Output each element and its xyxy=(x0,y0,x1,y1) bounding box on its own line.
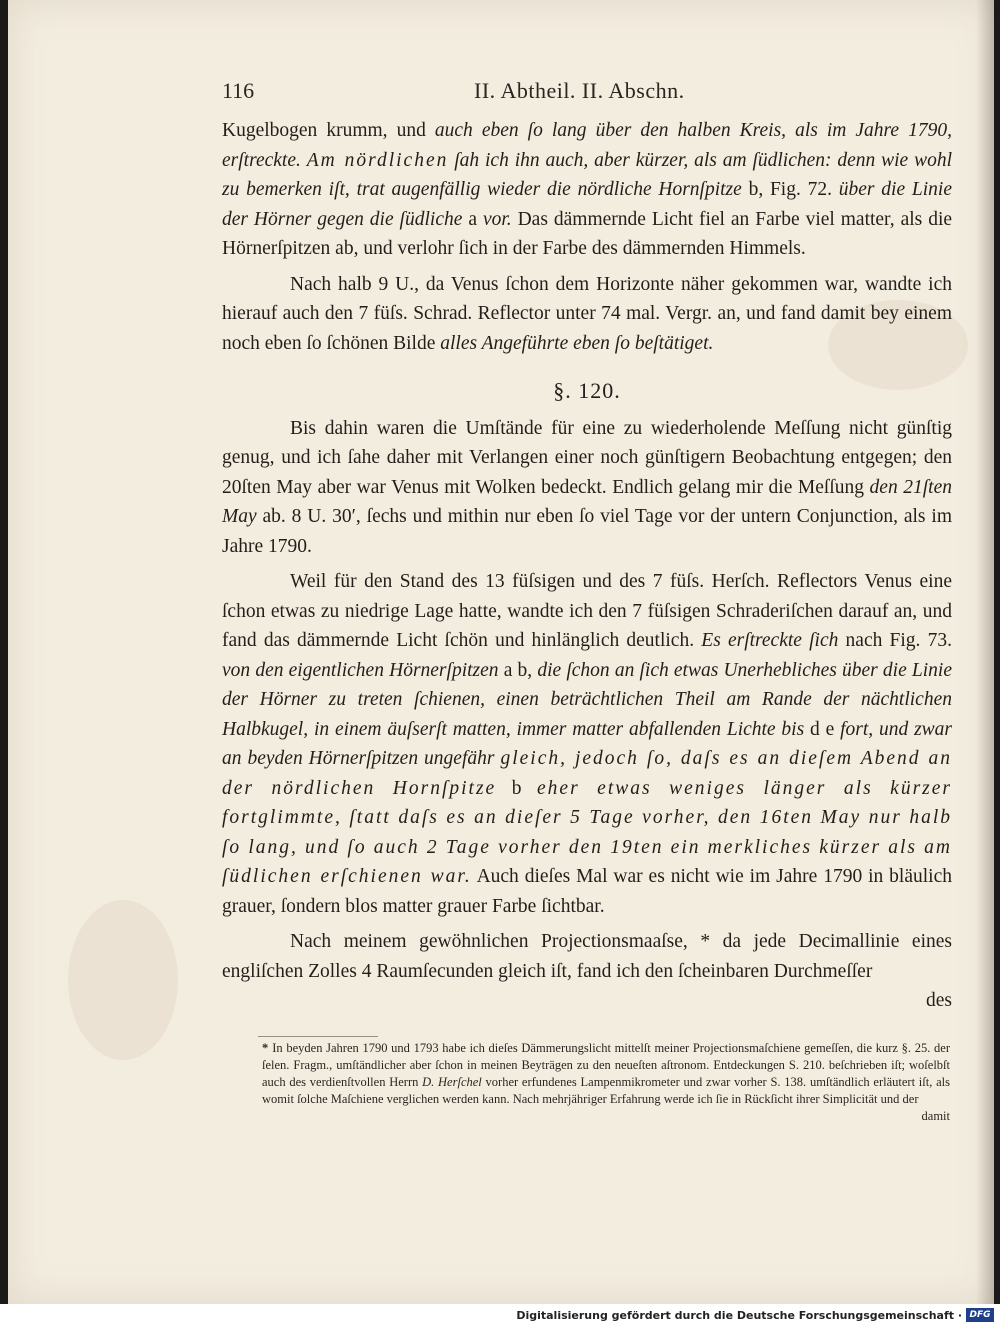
text-run: vorher erfundenes Lampenmikrometer und zwar vorher S. 138. umſtändlich erläutert iſt, als womit ſolche Maſchiene verglichen werden kann. Nach mehrjähriger Erfahrung werde ich ſie in Rückſicht ihrer Simplicität und der xyxy=(262,1075,950,1106)
paragraph-1 xyxy=(222,116,952,264)
text-run: D. Herſchel xyxy=(422,1075,482,1089)
footnote-text xyxy=(262,1040,950,1108)
text-run: Nach halb 9 U., da Venus ſchon dem Horizonte näher gekommen war, wandte ich hierauf auch den 7 füſs. Schrad. Reflector unter 74 mal. Vergr. an, und fand damit bey einem noch eben ſo ſchönen Bilde xyxy=(222,273,952,354)
text-run: a b, xyxy=(498,659,538,681)
page-header xyxy=(222,78,962,108)
section-heading: §. 120. xyxy=(553,378,621,403)
credit-bar xyxy=(0,1304,1000,1328)
text-run: Bis dahin waren die Umſtände für eine zu wiederholende Meſſung nicht günſtig genug, und ich ſahe daher mit Verlangen einer noch günſtigern Beobachtung entgegen; den 20ſten May aber war Venus mit Wolken bedeckt. Endlich gelang mir die Meſſung xyxy=(222,417,952,498)
footnote-rule xyxy=(258,1036,378,1037)
credit-text: Digitalisierung gefördert durch die Deutsche Forschungsgemeinschaft · xyxy=(516,1309,962,1322)
text-run: Auch dieſes Mal war es nicht wie im Jahre 1790 in bläulich grauer, ſondern blos matter grauer Farbe ſichtbar. xyxy=(222,866,952,917)
paragraph-4 xyxy=(222,567,952,921)
text-run: ſah ich ihn auch, aber kürzer, als am ſüdlichen: denn wie wohl zu bemerken iſt, trat augenfällig wieder die nördliche Hornſpitze xyxy=(222,149,953,200)
text-run: eher etwas weniges länger als kürzer fortglimmte, ſtatt daſs es an dieſer 5 Tage vorher, den 16ten May nur halb ſo lang, und ſo auch 2 Tage vorher den 19ten ein merkliches kürzer als am ſüdlichen erſchienen war. xyxy=(222,777,953,887)
text-run: Am nördlichen xyxy=(306,149,449,171)
body-text xyxy=(222,116,952,1016)
text-run: nach Fig. 73. xyxy=(838,630,952,651)
paper-stain xyxy=(68,900,178,1060)
text-run: Weil für den Stand des 13 füſsigen und des 7 füſs. Herſch. Reflectors Venus eine ſchon etwas zu niedrige Lage hatte, wandte ich den 7 füſsigen Schraderiſchen darauf an, und fand das dämmernde Licht ſchön und hinlänglich deutlich. xyxy=(222,571,952,651)
text-run: d e xyxy=(804,718,841,740)
footnote xyxy=(262,1040,950,1125)
paragraph-3 xyxy=(222,414,952,562)
text-run: ab. 8 U. 30′, ſechs und mithin nur eben ſo viel Tage vor der untern Conjunction, als im Jahre 1790. xyxy=(222,506,952,557)
text-run: b xyxy=(496,777,538,799)
footnote-catchword: damit xyxy=(921,1109,950,1123)
text-run: Kugelbogen krumm, und xyxy=(222,120,435,141)
page-number: 116 xyxy=(222,78,255,103)
paragraph-5 xyxy=(222,927,952,986)
text-run: vor. xyxy=(482,208,512,230)
text-run: über die Linie der Hörner gegen die ſüdliche xyxy=(222,179,952,230)
text-run: auch eben ſo lang über den halben Kreis, als im Jahre 1790, erſtreckte. xyxy=(222,120,952,171)
text-run: alles Angeführte eben ſo beſtätiget. xyxy=(440,332,714,354)
text-run: In beyden Jahren 1790 und 1793 habe ich dieſes Dämmerungslicht mittelſt meiner Projectionsmaſchiene gemeſſen, die kurz §. 25. der ſelen. Fragm., umſtändlicher aber ſchon in meinen Beyträgen zu den neueſten aſtronom. Entdeckungen S. 210. beſchrieben iſt; woſelbſt auch des verdienſtvollen Herrn xyxy=(262,1041,950,1089)
footnote-mark: * xyxy=(262,1041,269,1055)
text-run: die ſchon an ſich etwas Unerhebliches über die Linie der Hörner zu treten ſchienen, einen beträchtlichen Theil am Rande der nächtlichen Halbkugel, in einem äuſserſt matten, immer matter abfallenden Lichte bis xyxy=(222,659,953,740)
text-run: Es erſtreckte ſich xyxy=(701,630,839,651)
text-run: von den eigentlichen Hörnerſpitzen xyxy=(222,659,499,681)
text-run: Nach meinem gewöhnlichen Projectionsmaaſse, * da jede Decimallinie eines engliſchen Zolles 4 Raumſecunden gleich iſt, fand ich den ſcheinbaren Durchmeſſer xyxy=(222,931,952,982)
text-run: a xyxy=(468,208,483,230)
paragraph-2 xyxy=(222,270,952,359)
text-run: Das dämmernde Licht fiel an Farbe viel matter, als die Hörnerſpitzen ab, und verlohr ſich in der Farbe des dämmernden Himmels. xyxy=(222,208,953,259)
text-run: gleich, jedoch ſo, daſs es an dieſem Abend an der nördlichen Hornſpitze xyxy=(222,748,952,799)
catchword: des xyxy=(926,990,952,1011)
dfg-logo-icon: DFG xyxy=(966,1308,994,1322)
text-run: fort, und zwar an beyden Hörnerſpitzen ungefähr xyxy=(222,718,953,769)
text-run: b, Fig. 72. xyxy=(748,179,839,200)
running-head: II. Abtheil. II. Abschn. xyxy=(474,78,685,103)
text-run: den 21ſten May xyxy=(222,476,952,527)
